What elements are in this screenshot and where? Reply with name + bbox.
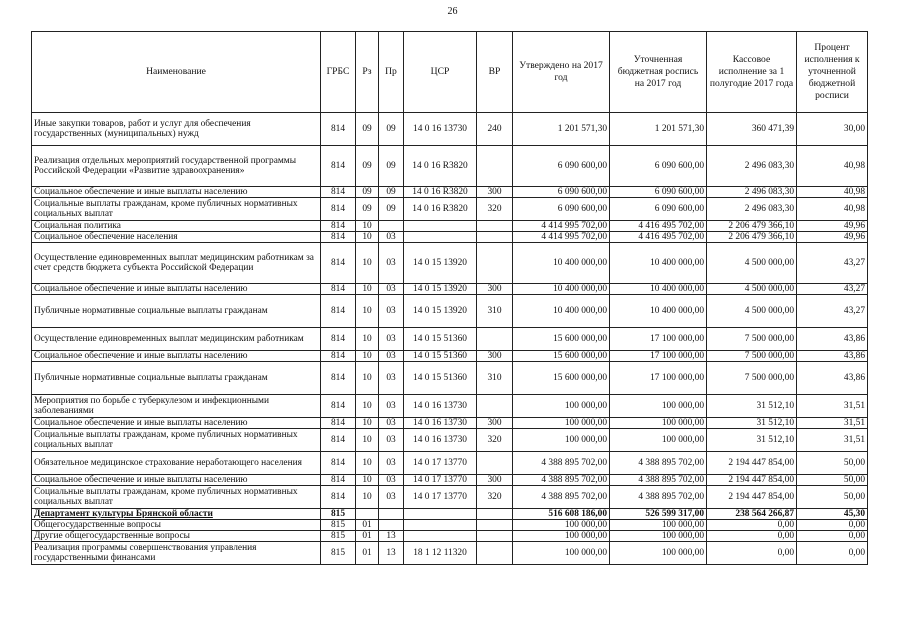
- cell-approved: 516 608 186,00: [513, 509, 610, 520]
- cell-grbs: 814: [321, 395, 356, 418]
- cell-approved: 4 388 895 702,00: [513, 486, 610, 509]
- cell-executed: 31 512,10: [707, 395, 797, 418]
- cell-executed: 0,00: [707, 542, 797, 565]
- cell-executed: 4 500 000,00: [707, 295, 797, 328]
- budget-table: [31, 31, 868, 565]
- cell-csr: 14 0 15 51360: [404, 362, 477, 395]
- cell-refined: 6 090 600,00: [610, 187, 707, 198]
- cell-name: Реализация программы совершенствования управления государственными финансами: [32, 542, 321, 565]
- page-number: 26: [447, 6, 458, 17]
- cell-approved: 100 000,00: [513, 531, 610, 542]
- cell-executed: 7 500 000,00: [707, 328, 797, 351]
- cell-rz: 09: [356, 187, 379, 198]
- cell-pr: 03: [379, 232, 404, 243]
- cell-grbs: 814: [321, 243, 356, 284]
- cell-percent: 31,51: [797, 395, 868, 418]
- cell-percent: 40,98: [797, 187, 868, 198]
- cell-vr: 300: [477, 351, 513, 362]
- cell-approved: 4 388 895 702,00: [513, 452, 610, 475]
- cell-vr: [477, 232, 513, 243]
- cell-refined: 100 000,00: [610, 531, 707, 542]
- cell-percent: 43,86: [797, 351, 868, 362]
- cell-name: Осуществление единовременных выплат медицинским работникам: [32, 328, 321, 351]
- cell-csr: [404, 221, 477, 232]
- cell-rz: 10: [356, 284, 379, 295]
- table-row: [32, 429, 868, 452]
- cell-percent: 43,27: [797, 243, 868, 284]
- cell-approved: 6 090 600,00: [513, 146, 610, 187]
- cell-rz: 09: [356, 113, 379, 146]
- cell-rz: 10: [356, 486, 379, 509]
- table-row: [32, 295, 868, 328]
- cell-percent: 43,86: [797, 328, 868, 351]
- cell-csr: [404, 531, 477, 542]
- cell-pr: 03: [379, 362, 404, 395]
- cell-percent: 43,27: [797, 295, 868, 328]
- cell-pr: 03: [379, 429, 404, 452]
- cell-refined: 17 100 000,00: [610, 362, 707, 395]
- cell-pr: 03: [379, 395, 404, 418]
- table-row: [32, 328, 868, 351]
- cell-percent: 0,00: [797, 520, 868, 531]
- cell-csr: 14 0 16 R3820: [404, 198, 477, 221]
- cell-executed: 238 564 266,87: [707, 509, 797, 520]
- cell-csr: 14 0 17 13770: [404, 486, 477, 509]
- table-row: [32, 395, 868, 418]
- cell-vr: [477, 243, 513, 284]
- cell-rz: 10: [356, 328, 379, 351]
- header-executed: Кассовое исполнение за 1 полугодие 2017 года: [707, 32, 797, 113]
- table-row: [32, 418, 868, 429]
- cell-pr: 09: [379, 198, 404, 221]
- cell-rz: 01: [356, 531, 379, 542]
- cell-name: Социальное обеспечение и иные выплаты населению: [32, 284, 321, 295]
- cell-vr: [477, 542, 513, 565]
- table-row: [32, 362, 868, 395]
- cell-name: Публичные нормативные социальные выплаты гражданам: [32, 295, 321, 328]
- cell-rz: 10: [356, 452, 379, 475]
- cell-pr: 03: [379, 452, 404, 475]
- table-row: [32, 243, 868, 284]
- cell-refined: 100 000,00: [610, 542, 707, 565]
- cell-rz: 10: [356, 475, 379, 486]
- cell-percent: 0,00: [797, 542, 868, 565]
- table-row: [32, 509, 868, 520]
- cell-refined: 17 100 000,00: [610, 351, 707, 362]
- table-body: [32, 113, 868, 565]
- cell-executed: 0,00: [707, 531, 797, 542]
- cell-grbs: 814: [321, 284, 356, 295]
- cell-name: Осуществление единовременных выплат медицинским работникам за счет средств бюджета субъекта Российской Федерации: [32, 243, 321, 284]
- table-row: [32, 198, 868, 221]
- header-grbs: ГРБС: [321, 32, 356, 113]
- table-row: [32, 284, 868, 295]
- header-name: Наименование: [32, 32, 321, 113]
- cell-vr: 300: [477, 418, 513, 429]
- cell-pr: 03: [379, 475, 404, 486]
- cell-grbs: 815: [321, 542, 356, 565]
- cell-approved: 4 414 995 702,00: [513, 232, 610, 243]
- cell-rz: 10: [356, 418, 379, 429]
- cell-pr: 09: [379, 113, 404, 146]
- cell-rz: 10: [356, 429, 379, 452]
- cell-percent: 40,98: [797, 198, 868, 221]
- cell-pr: 03: [379, 328, 404, 351]
- cell-grbs: 815: [321, 520, 356, 531]
- cell-name: Социальное обеспечение и иные выплаты населению: [32, 418, 321, 429]
- cell-refined: 6 090 600,00: [610, 146, 707, 187]
- cell-csr: 14 0 15 51360: [404, 351, 477, 362]
- cell-pr: 13: [379, 542, 404, 565]
- cell-grbs: 814: [321, 486, 356, 509]
- cell-pr: [379, 520, 404, 531]
- cell-rz: 10: [356, 295, 379, 328]
- cell-refined: 4 416 495 702,00: [610, 221, 707, 232]
- cell-csr: [404, 232, 477, 243]
- cell-name: Социальная политика: [32, 221, 321, 232]
- cell-executed: 7 500 000,00: [707, 362, 797, 395]
- cell-approved: 10 400 000,00: [513, 243, 610, 284]
- cell-rz: 09: [356, 198, 379, 221]
- table-row: [32, 520, 868, 531]
- cell-grbs: 814: [321, 362, 356, 395]
- cell-pr: 03: [379, 418, 404, 429]
- cell-name: Департамент культуры Брянской области: [32, 509, 321, 520]
- cell-vr: 300: [477, 475, 513, 486]
- cell-csr: 14 0 17 13770: [404, 452, 477, 475]
- cell-csr: 14 0 16 13730: [404, 113, 477, 146]
- cell-grbs: 814: [321, 232, 356, 243]
- cell-vr: 300: [477, 187, 513, 198]
- cell-grbs: 814: [321, 475, 356, 486]
- cell-refined: 17 100 000,00: [610, 328, 707, 351]
- cell-vr: 320: [477, 198, 513, 221]
- cell-csr: 18 1 12 11320: [404, 542, 477, 565]
- cell-percent: 31,51: [797, 429, 868, 452]
- cell-pr: 09: [379, 187, 404, 198]
- cell-name: Публичные нормативные социальные выплаты гражданам: [32, 362, 321, 395]
- cell-approved: 100 000,00: [513, 395, 610, 418]
- cell-executed: 2 206 479 366,10: [707, 221, 797, 232]
- cell-refined: 526 599 317,00: [610, 509, 707, 520]
- cell-percent: 0,00: [797, 531, 868, 542]
- cell-grbs: 814: [321, 221, 356, 232]
- cell-vr: [477, 328, 513, 351]
- cell-grbs: 814: [321, 113, 356, 146]
- cell-pr: 09: [379, 146, 404, 187]
- cell-executed: 7 500 000,00: [707, 351, 797, 362]
- cell-refined: 10 400 000,00: [610, 284, 707, 295]
- header-pr: Пр: [379, 32, 404, 113]
- cell-grbs: 814: [321, 452, 356, 475]
- table-row: [32, 542, 868, 565]
- table-row: [32, 146, 868, 187]
- table-row: [32, 232, 868, 243]
- cell-percent: 50,00: [797, 486, 868, 509]
- table-header-row: [32, 32, 868, 113]
- cell-percent: 40,98: [797, 146, 868, 187]
- cell-refined: 6 090 600,00: [610, 198, 707, 221]
- cell-executed: 2 496 083,30: [707, 187, 797, 198]
- cell-name: Другие общегосударственные вопросы: [32, 531, 321, 542]
- cell-name: Обязательное медицинское страхование неработающего населения: [32, 452, 321, 475]
- cell-vr: 310: [477, 295, 513, 328]
- cell-refined: 1 201 571,30: [610, 113, 707, 146]
- cell-approved: 1 201 571,30: [513, 113, 610, 146]
- cell-refined: 10 400 000,00: [610, 295, 707, 328]
- table-row: [32, 187, 868, 198]
- cell-rz: 10: [356, 221, 379, 232]
- cell-approved: 4 388 895 702,00: [513, 475, 610, 486]
- cell-executed: 4 500 000,00: [707, 243, 797, 284]
- cell-name: Социальное обеспечение населения: [32, 232, 321, 243]
- cell-vr: [477, 452, 513, 475]
- cell-csr: 14 0 15 13920: [404, 295, 477, 328]
- cell-grbs: 814: [321, 187, 356, 198]
- cell-rz: 01: [356, 542, 379, 565]
- cell-grbs: 814: [321, 146, 356, 187]
- cell-rz: 10: [356, 362, 379, 395]
- table-row: [32, 113, 868, 146]
- cell-grbs: 815: [321, 509, 356, 520]
- cell-name: Социальное обеспечение и иные выплаты населению: [32, 187, 321, 198]
- cell-name: Социальное обеспечение и иные выплаты населению: [32, 351, 321, 362]
- cell-refined: 10 400 000,00: [610, 243, 707, 284]
- table-row: [32, 452, 868, 475]
- cell-pr: 03: [379, 243, 404, 284]
- table-row: [32, 475, 868, 486]
- table-row: [32, 486, 868, 509]
- cell-rz: 01: [356, 520, 379, 531]
- header-refined: Уточненная бюджетная роспись на 2017 год: [610, 32, 707, 113]
- cell-csr: 14 0 15 13920: [404, 243, 477, 284]
- cell-percent: 43,86: [797, 362, 868, 395]
- cell-approved: 4 414 995 702,00: [513, 221, 610, 232]
- cell-csr: [404, 520, 477, 531]
- cell-name: Мероприятия по борьбе с туберкулезом и инфекционными заболеваниями: [32, 395, 321, 418]
- cell-approved: 6 090 600,00: [513, 187, 610, 198]
- cell-vr: 310: [477, 362, 513, 395]
- cell-name: Социальное обеспечение и иные выплаты населению: [32, 475, 321, 486]
- cell-approved: 15 600 000,00: [513, 328, 610, 351]
- cell-grbs: 814: [321, 351, 356, 362]
- cell-name: Общегосударственные вопросы: [32, 520, 321, 531]
- cell-percent: 31,51: [797, 418, 868, 429]
- cell-refined: 4 388 895 702,00: [610, 475, 707, 486]
- cell-rz: 10: [356, 351, 379, 362]
- cell-executed: 2 194 447 854,00: [707, 452, 797, 475]
- cell-executed: 2 496 083,30: [707, 146, 797, 187]
- cell-grbs: 814: [321, 328, 356, 351]
- cell-approved: 10 400 000,00: [513, 295, 610, 328]
- header-vr: ВР: [477, 32, 513, 113]
- cell-percent: 45,30: [797, 509, 868, 520]
- cell-grbs: 814: [321, 418, 356, 429]
- cell-vr: 300: [477, 284, 513, 295]
- cell-name: Социальные выплаты гражданам, кроме публичных нормативных социальных выплат: [32, 486, 321, 509]
- header-csr: ЦСР: [404, 32, 477, 113]
- cell-refined: 4 416 495 702,00: [610, 232, 707, 243]
- cell-executed: 31 512,10: [707, 418, 797, 429]
- cell-vr: 320: [477, 486, 513, 509]
- cell-rz: 09: [356, 146, 379, 187]
- cell-executed: 2 496 083,30: [707, 198, 797, 221]
- cell-refined: 100 000,00: [610, 520, 707, 531]
- cell-vr: 240: [477, 113, 513, 146]
- cell-percent: 50,00: [797, 452, 868, 475]
- cell-csr: 14 0 17 13770: [404, 475, 477, 486]
- cell-pr: 03: [379, 486, 404, 509]
- cell-refined: 100 000,00: [610, 395, 707, 418]
- cell-approved: 100 000,00: [513, 520, 610, 531]
- cell-vr: [477, 509, 513, 520]
- cell-grbs: 814: [321, 295, 356, 328]
- cell-refined: 100 000,00: [610, 429, 707, 452]
- cell-csr: 14 0 16 R3820: [404, 146, 477, 187]
- cell-percent: 50,00: [797, 475, 868, 486]
- cell-rz: [356, 509, 379, 520]
- header-rz: Рз: [356, 32, 379, 113]
- cell-csr: 14 0 15 51360: [404, 328, 477, 351]
- cell-percent: 49,96: [797, 221, 868, 232]
- cell-vr: [477, 221, 513, 232]
- cell-pr: 13: [379, 531, 404, 542]
- table-row: [32, 531, 868, 542]
- cell-executed: 2 194 447 854,00: [707, 475, 797, 486]
- cell-name: Иные закупки товаров, работ и услуг для обеспечения государственных (муниципальных) нужд: [32, 113, 321, 146]
- cell-approved: 100 000,00: [513, 418, 610, 429]
- cell-executed: 2 206 479 366,10: [707, 232, 797, 243]
- cell-vr: 320: [477, 429, 513, 452]
- cell-executed: 0,00: [707, 520, 797, 531]
- cell-csr: 14 0 16 13730: [404, 429, 477, 452]
- cell-csr: [404, 509, 477, 520]
- cell-vr: [477, 520, 513, 531]
- cell-executed: 4 500 000,00: [707, 284, 797, 295]
- cell-approved: 100 000,00: [513, 542, 610, 565]
- cell-rz: 10: [356, 243, 379, 284]
- cell-approved: 15 600 000,00: [513, 362, 610, 395]
- cell-rz: 10: [356, 232, 379, 243]
- header-percent: Процент исполнения к уточненной бюджетной росписи: [797, 32, 868, 113]
- cell-vr: [477, 531, 513, 542]
- cell-refined: 100 000,00: [610, 418, 707, 429]
- cell-vr: [477, 395, 513, 418]
- header-approved: Утверждено на 2017 год: [513, 32, 610, 113]
- cell-executed: 2 194 447 854,00: [707, 486, 797, 509]
- cell-approved: 10 400 000,00: [513, 284, 610, 295]
- cell-refined: 4 388 895 702,00: [610, 452, 707, 475]
- cell-pr: 03: [379, 284, 404, 295]
- cell-approved: 100 000,00: [513, 429, 610, 452]
- cell-refined: 4 388 895 702,00: [610, 486, 707, 509]
- cell-csr: 14 0 15 13920: [404, 284, 477, 295]
- cell-csr: 14 0 16 R3820: [404, 187, 477, 198]
- cell-pr: 03: [379, 351, 404, 362]
- cell-executed: 31 512,10: [707, 429, 797, 452]
- cell-rz: 10: [356, 395, 379, 418]
- cell-name: Социальные выплаты гражданам, кроме публичных нормативных социальных выплат: [32, 429, 321, 452]
- cell-approved: 15 600 000,00: [513, 351, 610, 362]
- cell-grbs: 815: [321, 531, 356, 542]
- cell-csr: 14 0 16 13730: [404, 395, 477, 418]
- cell-pr: [379, 221, 404, 232]
- cell-vr: [477, 146, 513, 187]
- cell-csr: 14 0 16 13730: [404, 418, 477, 429]
- cell-percent: 30,00: [797, 113, 868, 146]
- cell-grbs: 814: [321, 429, 356, 452]
- cell-percent: 43,27: [797, 284, 868, 295]
- cell-name: Социальные выплаты гражданам, кроме публичных нормативных социальных выплат: [32, 198, 321, 221]
- cell-approved: 6 090 600,00: [513, 198, 610, 221]
- cell-pr: [379, 509, 404, 520]
- cell-executed: 360 471,39: [707, 113, 797, 146]
- table-row: [32, 351, 868, 362]
- cell-grbs: 814: [321, 198, 356, 221]
- table-row: [32, 221, 868, 232]
- cell-name: Реализация отдельных мероприятий государственной программы Российской Федерации «Развитие здравоохранения»: [32, 146, 321, 187]
- cell-pr: 03: [379, 295, 404, 328]
- cell-percent: 49,96: [797, 232, 868, 243]
